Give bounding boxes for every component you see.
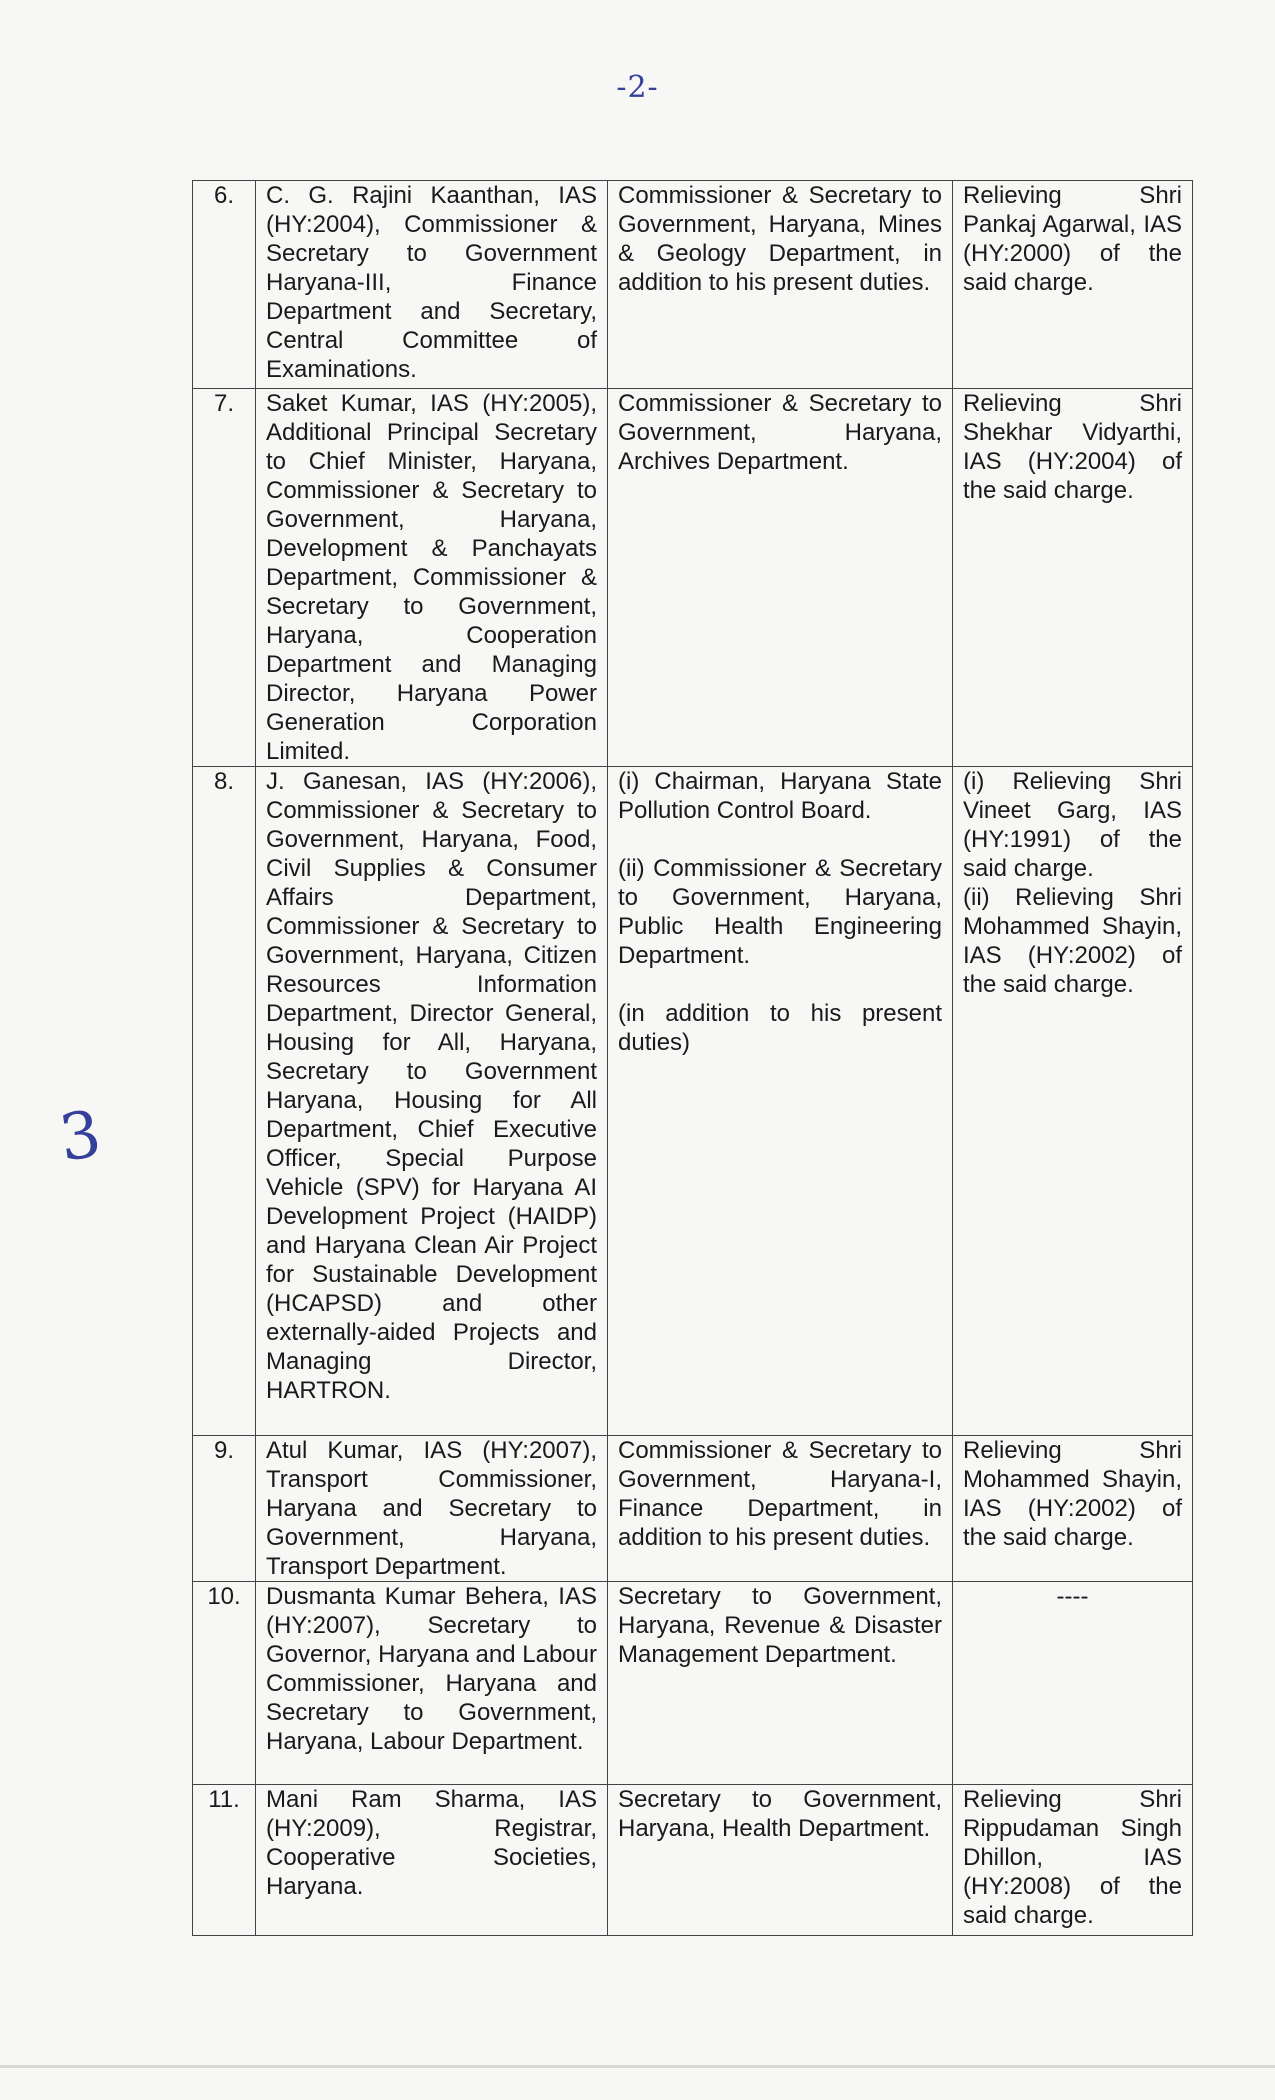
remarks: Relieving Shri Shekhar Vidyarthi, IAS (HY:2004) of the said charge. [953,389,1193,767]
officer-details: Saket Kumar, IAS (HY:2005), Additional Principal Secretary to Chief Minister, Haryana, Commissioner & Secretary to Government, Haryana, Development & Panchayats Department, Commissioner & Secretary to Government, Haryana, Cooperation Department and Managing Director, Haryana Power Generation Corporation Limited. [256,389,608,767]
table-row [193,389,1193,767]
posting-item-1: (i) Chairman, Haryana State Pollution Control Board. [618,768,942,824]
handwritten-margin-mark: 3 [55,1097,106,1177]
posting-orders-table [192,180,1193,1936]
officer-details: Dusmanta Kumar Behera, IAS (HY:2007), Secretary to Governor, Haryana and Labour Commissioner, Haryana and Secretary to Government, Haryana, Labour Department. [256,1582,608,1785]
remarks: Relieving Shri Pankaj Agarwal, IAS (HY:2000) of the said charge. [953,181,1193,389]
remarks-item-1: (i) Relieving Shri Vineet Garg, IAS (HY:1991) of the said charge. [963,768,1182,882]
table-row [193,1582,1193,1785]
table-row [193,181,1193,389]
table-row [193,1785,1193,1936]
posting-note: (in addition to his present duties) [618,1000,942,1056]
remarks-item-2: (ii) Relieving Shri Mohammed Shayin, IAS (HY:2002) of the said charge. [963,884,1182,998]
scan-edge-divider [0,2065,1275,2068]
officer-details: Atul Kumar, IAS (HY:2007), Transport Commissioner, Haryana and Secretary to Government, Haryana, Transport Department. [256,1436,608,1582]
serial-number: 9. [193,1436,256,1582]
serial-number: 6. [193,181,256,389]
new-posting: Secretary to Government, Haryana, Health Department. [608,1785,953,1936]
remarks [953,767,1193,1436]
new-posting [608,767,953,1436]
serial-number: 10. [193,1582,256,1785]
new-posting: Commissioner & Secretary to Government, Haryana, Mines & Geology Department, in addition to his present duties. [608,181,953,389]
serial-number: 8. [193,767,256,1436]
table-row [193,1436,1193,1582]
remarks: ---- [953,1582,1193,1785]
officer-details: J. Ganesan, IAS (HY:2006), Commissioner & Secretary to Government, Haryana, Food, Civil Supplies & Consumer Affairs Department, Commissioner & Secretary to Government, Haryana, Citizen Resources Information Department, Director General, Housing for All, Haryana, Secretary to Government Haryana, Housing for All Department, Chief Executive Officer, Special Purpose Vehicle (SPV) for Haryana AI Development Project (HAIDP) and Haryana Clean Air Project for Sustainable Development (HCAPSD) and other externally-aided Projects and Managing Director, HARTRON. [256,767,608,1436]
officer-details: C. G. Rajini Kaanthan, IAS (HY:2004), Commissioner & Secretary to Government Haryana-III, Finance Department and Secretary, Central Committee of Examinations. [256,181,608,389]
page-number: -2- [616,70,659,105]
remarks: Relieving Shri Rippudaman Singh Dhillon, IAS (HY:2008) of the said charge. [953,1785,1193,1936]
remarks: Relieving Shri Mohammed Shayin, IAS (HY:2002) of the said charge. [953,1436,1193,1582]
serial-number: 7. [193,389,256,767]
table-row [193,767,1193,1436]
serial-number: 11. [193,1785,256,1936]
posting-item-2: (ii) Commissioner & Secretary to Government, Haryana, Public Health Engineering Department. [618,855,942,969]
new-posting: Commissioner & Secretary to Government, Haryana, Archives Department. [608,389,953,767]
new-posting: Secretary to Government, Haryana, Revenue & Disaster Management Department. [608,1582,953,1785]
officer-details: Mani Ram Sharma, IAS (HY:2009), Registrar, Cooperative Societies, Haryana. [256,1785,608,1936]
new-posting: Commissioner & Secretary to Government, Haryana-I, Finance Department, in addition to his present duties. [608,1436,953,1582]
